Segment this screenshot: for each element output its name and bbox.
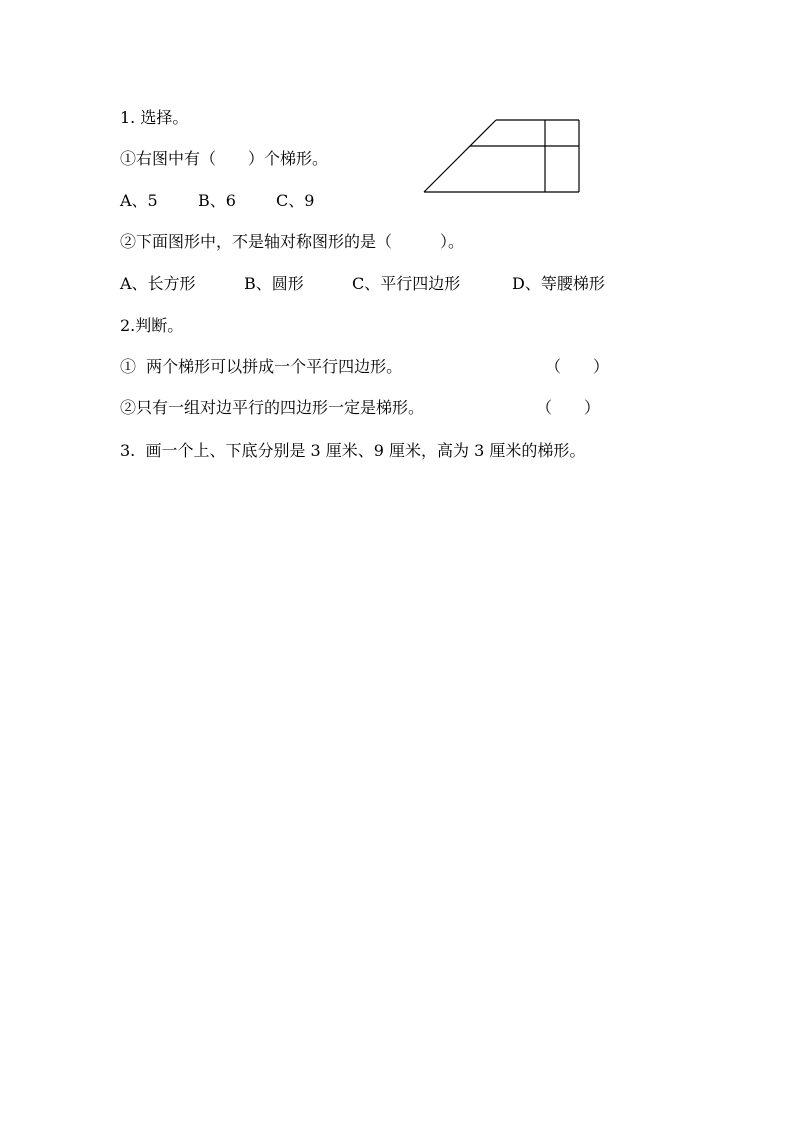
q1-item2-text: ②下面图形中，不是轴对称图形的是（ ）。: [120, 232, 465, 251]
q1-item2-option-a: A、长方形: [120, 274, 196, 293]
q1-item2-option-b: B、圆形: [244, 274, 304, 293]
q1-item1-option-a: A、5: [120, 191, 158, 210]
q1-heading: 1. 选择。: [120, 108, 189, 127]
q1-item2-option-d: D、等腰梯形: [512, 274, 605, 293]
q2-item1-answer-paren: （ ）: [545, 357, 610, 376]
q1-item1-option-b: B、6: [198, 191, 236, 210]
q2-item2-text: ②只有一组对边平行的四边形一定是梯形。: [120, 398, 425, 417]
q2-item1-text: ① 两个梯形可以拼成一个平行四边形。: [120, 357, 403, 376]
trapezoid-figure: [420, 116, 585, 198]
q2-heading: 2.判断。: [120, 316, 184, 335]
q1-item2-option-c: C、平行四边形: [352, 274, 461, 293]
q1-item1-option-c: C、9: [276, 191, 315, 210]
q3-text: 3. 画一个上、下底分别是 3 厘米、9 厘米，高为 3 厘米的梯形。: [120, 441, 586, 460]
figure-left-slant: [424, 120, 496, 192]
q1-item1-text: ①右图中有（ ）个梯形。: [120, 149, 329, 168]
q2-item2-answer-paren: （ ）: [536, 398, 601, 417]
